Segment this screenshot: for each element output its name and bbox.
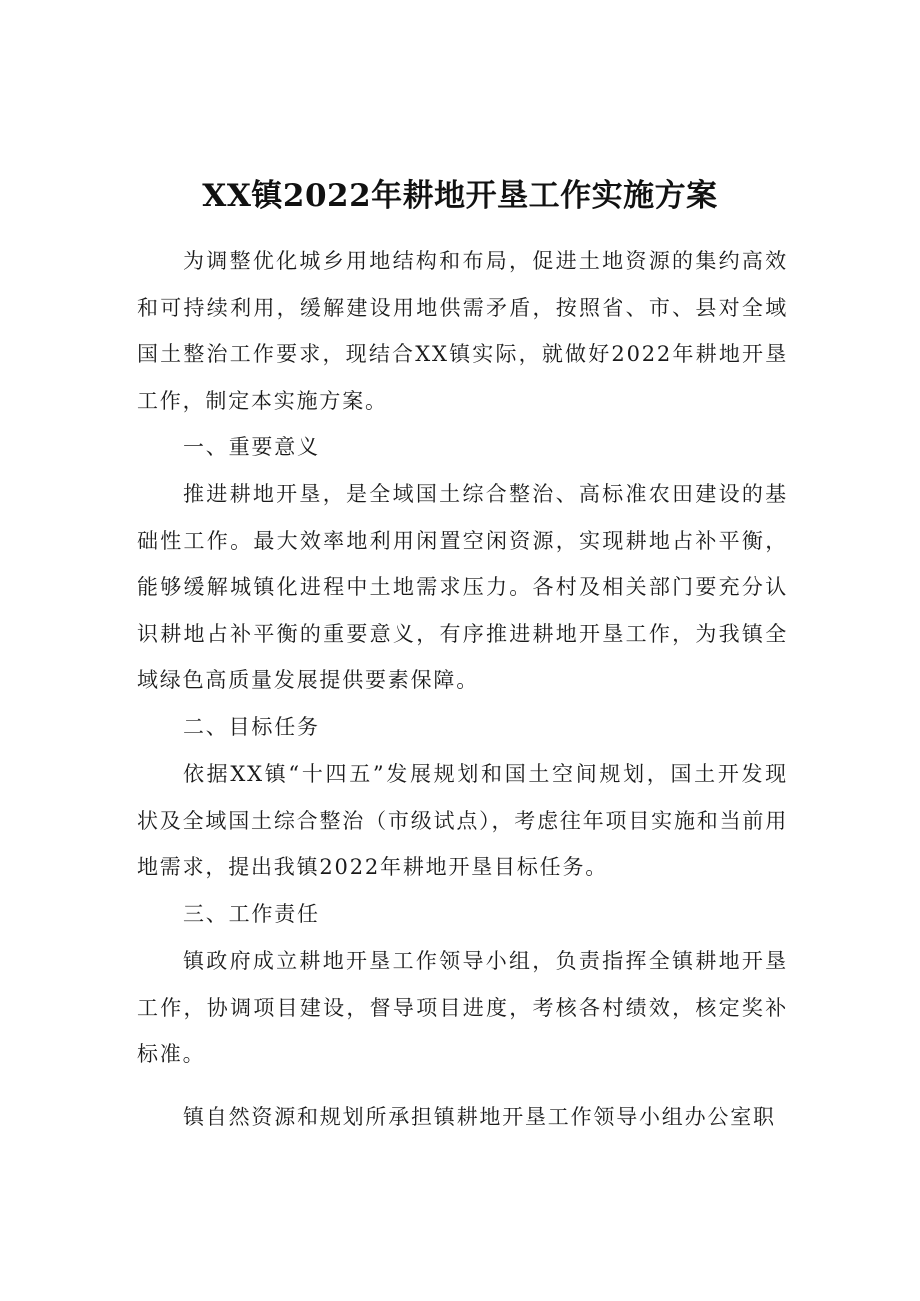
section-heading-2: 二、目标任务 — [183, 715, 320, 739]
section-3-paragraph-a: 镇政府成立耕地开垦工作领导小组，负责指挥全镇耕地开垦工作，协调项目建设，督导项目进度，考核各村绩效，核定奖补标准。 — [137, 949, 788, 1066]
section-heading-1: 一、重要意义 — [183, 435, 320, 459]
intro-paragraph: 为调整优化城乡用地结构和布局，促进土地资源的集约高效和可持续利用，缓解建设用地供需矛盾，按照省、市、县对全域国土整治工作要求，现结合XX镇实际，就做好2022年耕地开垦工作，制定本实施方案。 — [137, 249, 788, 413]
section-2-paragraph: 依据XX镇“十四五”发展规划和国土空间规划，国土开发现状及全域国土综合整治（市级试点），考虑往年项目实施和当前用地需求，提出我镇2022年耕地开垦目标任务。 — [137, 762, 788, 879]
section-1-paragraph: 推进耕地开垦，是全域国土综合整治、高标准农田建设的基础性工作。最大效率地利用闲置空闲资源，实现耕地占补平衡，能够缓解城镇化进程中土地需求压力。各村及相关部门要充分认识耕地占补平衡的重要意义，有序推进耕地开垦工作，为我镇全域绿色高质量发展提供要素保障。 — [137, 482, 788, 692]
section-3-paragraph-b: 镇自然资源和规划所承担镇耕地开垦工作领导小组办公室职 — [183, 1105, 776, 1129]
section-heading-3: 三、工作责任 — [183, 902, 320, 926]
document-title: XX镇2022年耕地开垦工作实施方案 — [202, 178, 718, 214]
